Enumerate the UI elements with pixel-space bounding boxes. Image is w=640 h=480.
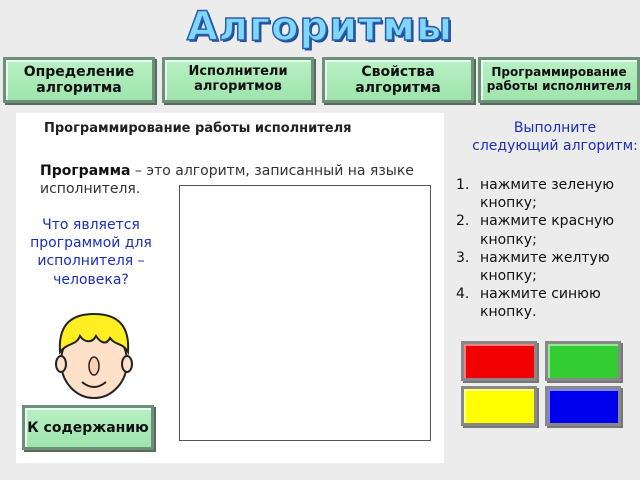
yellow-button[interactable] (461, 386, 537, 426)
page-title: Алгоритмы (186, 4, 454, 50)
panel-title: Программирование работы исполнителя (44, 121, 352, 136)
nav-definition-label: Определение алгоритма (23, 63, 135, 96)
instruction-step (456, 285, 640, 321)
step-text: нажмите желтую кнопку; (480, 249, 610, 284)
nav-programming-label: Программирование работы исполнителя (486, 65, 632, 93)
instructions-list (456, 176, 640, 322)
nav-properties-button[interactable] (322, 57, 474, 103)
step-number: 1. (456, 177, 470, 193)
definition-term: Программа (40, 163, 131, 179)
nav-executors-button[interactable] (162, 57, 314, 103)
to-contents-button[interactable] (22, 405, 154, 450)
step-text: нажмите красную кнопку; (480, 213, 615, 248)
person-head-icon (54, 312, 134, 402)
definition-text: – это алгоритм, записанный на языке исполнителя. (40, 163, 414, 198)
program-frame (179, 185, 431, 441)
nav-executors-label: Исполнители алгоритмов (188, 64, 288, 94)
nav-programming-button[interactable] (478, 57, 640, 103)
step-number: 4. (456, 286, 470, 303)
instruction-step (456, 212, 640, 248)
to-contents-label: К содержанию (27, 419, 149, 436)
instruction-step (456, 176, 640, 212)
instruction-step (456, 249, 640, 285)
step-text: нажмите зеленую кнопку; (480, 177, 615, 212)
step-text: нажмите синюю кнопку. (480, 286, 601, 321)
step-number: 3. (456, 249, 470, 266)
red-button[interactable] (461, 341, 537, 381)
blue-button[interactable] (545, 386, 621, 426)
instructions-title: Выполните следующий алгоритм: (472, 120, 638, 155)
nav-properties-label: Свойства алгоритма (355, 63, 441, 96)
question-text: Что является программой для исполнителя – человека? (30, 217, 152, 288)
step-number: 2. (456, 213, 470, 230)
green-button[interactable] (545, 341, 621, 381)
nav-definition-button[interactable] (3, 57, 155, 103)
